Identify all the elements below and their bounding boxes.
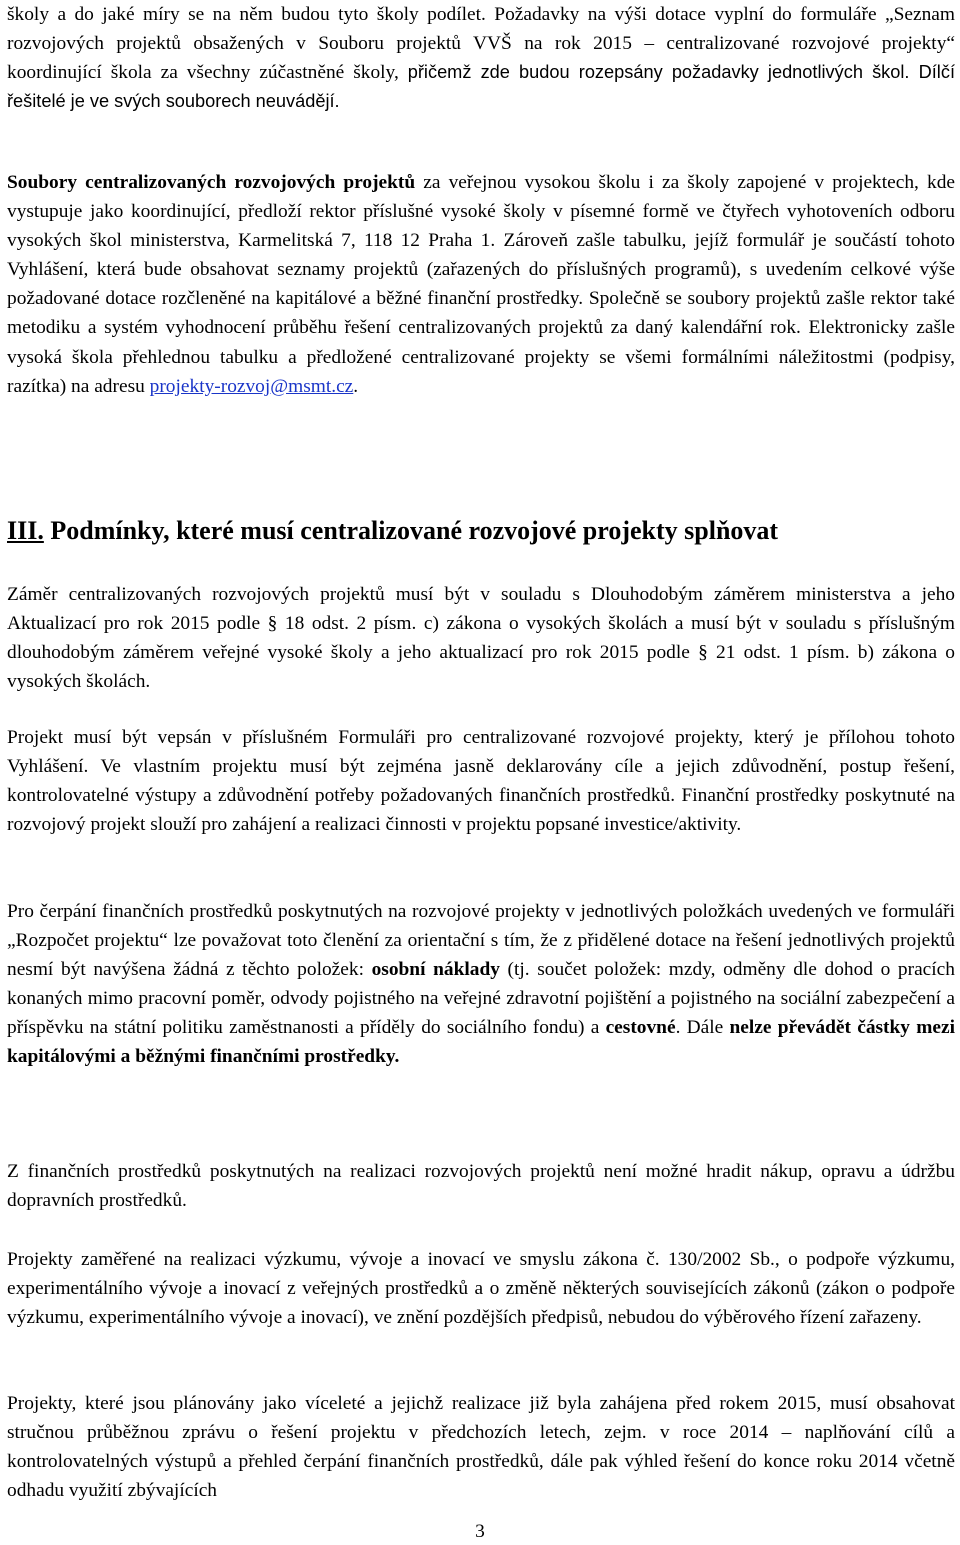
paragraph-sans-part: přičemž zde budou rozepsány požadavky jednotlivých škol. Dílčí řešitelé je ve svých souborech neuvádějí. [7,62,955,112]
bold-no-transfer: nelze převádět částky mezi kapitálovými a běžnými finančními prostředky. [7,1017,955,1068]
paragraph-serif-part: školy a do jaké míry se na něm budou tyto školy podílet. Požadavky na výši dotace vyplní do formuláře „Seznam rozvojových projektů obsažených v Souboru projektů VVŠ na rok 2015 – centralizované rozvojové projekty“ koordinující škola za všechny zúčastněné školy, [7,4,955,84]
paragraph-funds-usage [7,897,955,1072]
bold-personal-costs: osobní náklady [371,959,500,981]
page-number: 3 [475,1521,485,1542]
paragraph-text: . Dále [675,1017,730,1039]
email-link[interactable]: projekty-rozvoj@msmt.cz [149,375,354,397]
section-heading [7,513,778,549]
bold-lead: Soubory centralizovaných rozvojových projektů [7,172,416,193]
paragraph-intent: Záměr centralizovaných rozvojových projektů musí být v souladu s Dlouhodobým záměrem ministerstva a jeho Aktualizací pro rok 2015 podle § 18 odst. 2 písm. c) zákona o vysokých školách a musí být v souladu s příslušným dlouhodobým záměrem veřejné vysoké školy a jeho aktualizací pro rok 2015 podle § 21 odst. 1 písm. b) zákona o vysokých školách. [7,584,955,693]
section-number: III. [7,516,44,545]
paragraph-multiyear: Projekty, které jsou plánovány jako víceleté a jejichž realizace již byla zahájena před rokem 2015, musí obsahovat stručnou průběžnou zprávu o řešení projektu v předchozích letech, zejm. v roce 2014 – naplňování cílů a kontrolovatelných výstupů a přehled čerpání finančních prostředků, dále pak výhled řešení do konce roku 2014 včetně odhadu využití zbývajících [7,1393,955,1502]
section-title: Podmínky, které musí centralizované rozvojové projekty splňovat [43,516,779,545]
paragraph-project-form: Projekt musí být vepsán v příslušném Formuláři pro centralizované rozvojové projekty, který je přílohou tohoto Vyhlášení. Ve vlastním projektu musí být zejména jasně deklarovány cíle a jejich zdůvodnění, postup řešení, kontrolovatelné výstupy a zdůvodnění potřeby požadovaných finančních prostředků. Finanční prostředky poskytnuté na rozvojový projekt slouží pro zahájení a realizaci činnosti v projektu popsané investice/aktivity. [7,727,955,836]
paragraph-submission-form [7,0,955,116]
paragraph-project-files [7,168,955,401]
paragraph-transport: Z finančních prostředků poskytnutých na realizaci rozvojových projektů není možné hradit nákup, opravu a údržbu dopravních prostředků. [7,1161,955,1212]
paragraph-tail: . [353,375,359,397]
bold-travel-costs: cestovné [605,1017,676,1039]
paragraph-research: Projekty zaměřené na realizaci výzkumu, vývoje a inovací ve smyslu zákona č. 130/2002 Sb., o podpoře výzkumu, experimentálního vývoje a inovací z veřejných prostředků a o změně některých souvisejících zákonů (zákon o podpoře výzkumu, experimentálního vývoje a inovací), ve znění pozdějších předpisů, nebudou do výběrového řízení zařazeny. [7,1249,955,1329]
paragraph-text: za veřejnou vysokou školu i za školy zapojené v projektech, kde vystupuje jako koordinující, předloží rektor příslušné vysoké školy v písemné formě ve čtyřech vyhotoveních odboru vysokých škol ministerstva, Karmelitská 7, 118 12 Praha 1. Zároveň zašle tabulku, jejíž formulář je součástí tohoto Vyhlášení, která bude obsahovat seznamy projektů (zařazených do příslušných programů), s uvedením celkové výše požadované dotace rozčleněné na kapitálové a běžné finanční prostředky. Společně se soubory projektů zašle rektor také metodiku a systém vyhodnocení průběhu řešení centralizovaných projektů za daný kalendářní rok. Elektronicky zašle vysoká škola přehlednou tabulku a předložené centralizované projekty se všemi formálními náležitostmi (podpisy, razítka) na adresu [7,172,956,397]
paragraph-text: (tj. součet položek: mzdy, odměny dle dohod o pracích konaných mimo pracovní poměr, odvody pojistného na veřejné zdravotní pojištění a pojistného na sociální zabezpečení a příspěvku na státní politiku zaměstnanosti a příděly do sociálního fondu) a [7,959,955,1039]
paragraph-text: Pro čerpání finančních prostředků poskytnutých na rozvojové projekty v jednotlivých položkách uvedených ve formuláři „Rozpočet projektu“ lze považovat toto členění za orientační s tím, že z přidělené dotace na řešení jednotlivých projektů nesmí být navýšena žádná z těchto položek: [7,901,955,981]
